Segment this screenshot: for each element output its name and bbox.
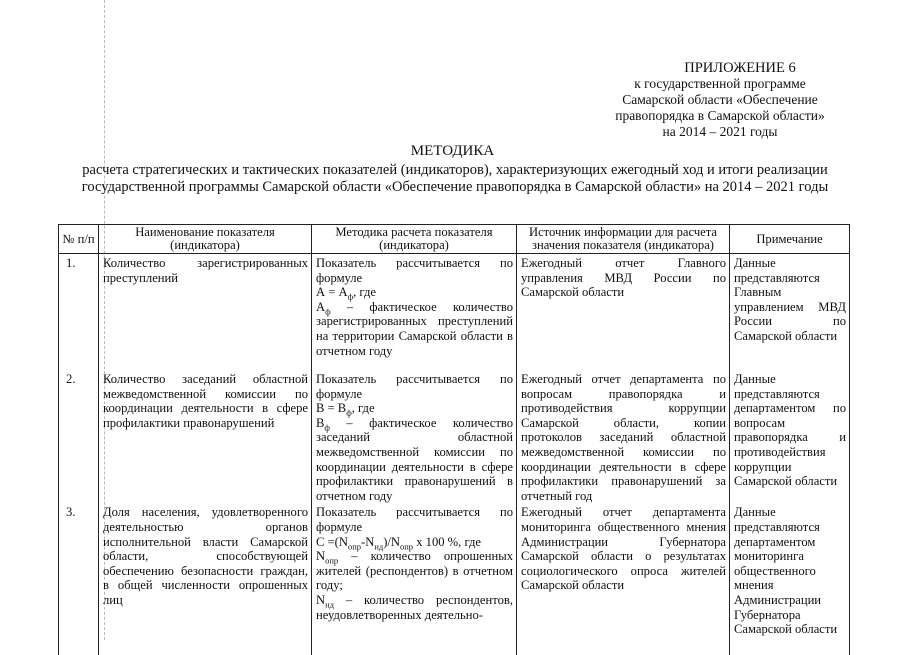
method-intro: Показатель рассчитывается по формуле bbox=[316, 372, 513, 401]
header-name: Наименование показателя (индикатора) bbox=[99, 225, 312, 254]
appendix-line-4: на 2014 – 2021 годы bbox=[662, 124, 778, 139]
method-intro: Показатель рассчитывается по формуле bbox=[316, 505, 513, 534]
indicator-name: Количество заседаний областной межведомственной комиссии по координации деятельности в сфере профилактики правонарушений bbox=[99, 370, 312, 503]
appendix-line-1: к государственной программе bbox=[634, 76, 806, 91]
document-heading: МЕТОДИКА bbox=[410, 143, 495, 159]
method-definition-2: $N_{нд}$ – количество респондентов, неудовлетворенных деятельно- bbox=[316, 592, 513, 622]
appendix-line-3: правопорядка в Самарской области» bbox=[615, 108, 825, 123]
indicators-table bbox=[58, 224, 850, 655]
header-note: Примечание bbox=[730, 225, 850, 254]
table-row bbox=[59, 503, 850, 655]
method-definition-1: $N_{опр}$ – количество опрошенных жителей (респондентов) в отчетном году; bbox=[316, 549, 513, 593]
table-row bbox=[59, 254, 850, 371]
note: Данные представляются Главным управлением МВД России по Самарской области bbox=[730, 254, 850, 371]
indicator-name: Количество зарегистрированных преступлений bbox=[99, 254, 312, 371]
appendix-block bbox=[600, 60, 840, 140]
document-subtitle: расчета стратегических и тактических показателей (индикаторов), характеризующих ежегодный ход и итоги реализации государственной программы Самарской области «Обеспечение правопорядка в Самарской области» на 2014 – 2021 годы bbox=[81, 162, 829, 195]
indicator-name: Доля населения, удовлетворенного деятельностью органов исполнительной власти Самарской области, способствующей обеспечению безопасности граждан, в общей численности опрошенных лиц bbox=[99, 503, 312, 655]
row-number: 1. bbox=[59, 254, 99, 371]
note: Данные представляются департаментом мониторинга общественного мнения Администрации Губернатора Самарской области bbox=[730, 503, 850, 655]
method-definition: $А_ф$ – фактическое количество зарегистрированных преступлений на территории Самарской области в отчетном году bbox=[316, 299, 513, 358]
header-source: Источник информации для расчета значения показателя (индикатора) bbox=[517, 225, 730, 254]
method-intro: Показатель рассчитывается по формуле bbox=[316, 256, 513, 285]
method-formula: $С =(N_{опр}-N_{нд})/N_{опр}$ x 100 %, где bbox=[316, 534, 482, 552]
calculation-method bbox=[312, 370, 517, 503]
calculation-method bbox=[312, 254, 517, 371]
method-definition: $В_ф$ – фактическое количество заседаний областной межведомственной комиссии по координации деятельности в сфере профилактики правонарушений в отчетном году bbox=[316, 415, 513, 503]
appendix-line-2: Самарской области «Обеспечение bbox=[622, 92, 818, 107]
header-method: Методика расчета показателя (индикатора) bbox=[312, 225, 517, 254]
appendix-title: ПРИЛОЖЕНИЕ 6 bbox=[684, 60, 796, 76]
table-header-row bbox=[59, 225, 850, 254]
note: Данные представляются департаментом по вопросам правопорядка и противодействия коррупции Самарской области bbox=[730, 370, 850, 503]
row-number: 2. bbox=[59, 370, 99, 503]
table-row bbox=[59, 370, 850, 503]
information-source: Ежегодный отчет департамента по вопросам правопорядка и противодействия коррупции Самарской области, копии протоколов заседаний областной межведомственной комиссии по координации деятельности в сфере профилактики правонарушений за отчетный год bbox=[517, 370, 730, 503]
method-formula: $В = В_ф$, где bbox=[316, 401, 375, 418]
header-num: № п/п bbox=[59, 225, 99, 254]
information-source: Ежегодный отчет департамента мониторинга общественного мнения Администрации Губернатора Самарской области о результатах социологического опроса жителей Самарской области bbox=[517, 503, 730, 655]
information-source: Ежегодный отчет Главного управления МВД России по Самарской области bbox=[517, 254, 730, 371]
row-number: 3. bbox=[59, 503, 99, 655]
calculation-method bbox=[312, 503, 517, 655]
method-formula: $А = А_ф$, где bbox=[316, 285, 376, 302]
